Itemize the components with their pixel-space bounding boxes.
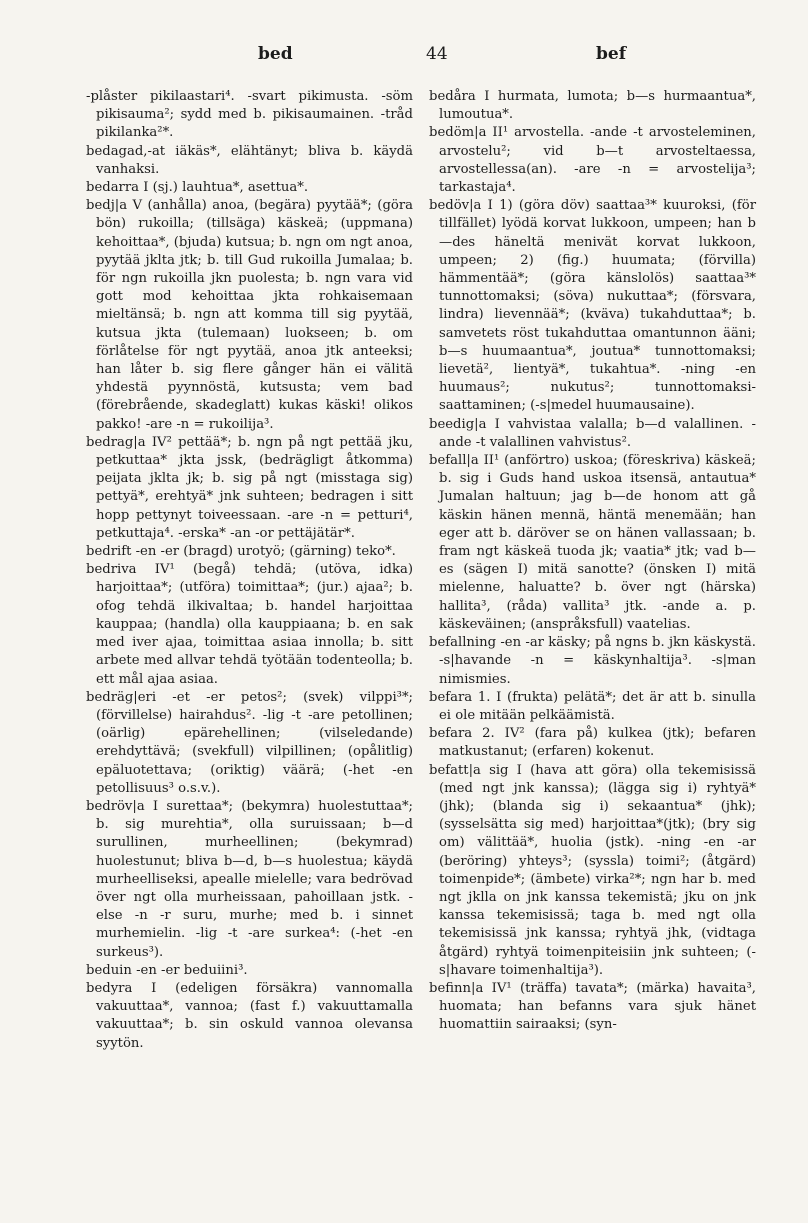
entry: befall|a II¹ (anförtro) uskoa; (föreskriva) käskeä; b. sig i Guds hand uskoa itsensä, antautua* Jumalan haltuun; jag b—de honom att gå käskin hänen mennä, häntä menemään; han eger att b. däröver se on hänen vallassaan; b. fram ngt käskeä tuoda jk; vaatia* jtk; vad b—es (sägen I) mitä sanotte? (önsken I) mitä mielenne, haluatte? b. över ngt (härska) hallita³, (råda) vallita³ jtk. -ande a. p. käskeväinen; (anspråksfull) vaatelias. bbox=[429, 453, 756, 632]
entry: -plåster pikilaastari⁴. -svart pikimusta. -söm pikisauma²; sydd med b. pikisaumainen. -tråd pikilanka²*. bbox=[86, 89, 413, 141]
entry: bedöv|a I 1) (göra döv) saattaa³* kuuroksi, (för tillfället) lyödä korvat lukkoon, umpeen; han b—des häneltä menivät korvat lukkoon, umpeen; 2) (fig.) huumata; (förvilla) hämmentää*; (göra känslolös) saattaa³* tunnottomaksi; (söva) nukuttaa*; (försvara, lindra) lievennää*; (kväva) tukahduttaa*; b. samvetets röst tukahduttaa omantunnon ääni; b—s huumaantua*, joutua* tunnottomaksi; lievetä², lientyä*, tukahtua*. -ning -en huumaus²; nukutus²; tunnottomaksi-saattaminen; (-s|medel huumausaine). bbox=[429, 198, 756, 414]
text-columns bbox=[86, 88, 768, 1053]
entry: befallning -en -ar käsky; på ngns b. jkn käskystä. -s|havande -n = käskynhaltija³. -s|man nimismies. bbox=[429, 635, 756, 687]
entry: beduin -en -er beduiini³. bbox=[86, 962, 248, 978]
entry: bedj|a V (anhålla) anoa, (begära) pyytää*; (göra bön) rukoilla; (tillsäga) käskeä; (uppmana) kehoittaa*, (bjuda) kutsua; b. ngn om ngt anoa, pyytää jklta jtk; b. till Gud rukoilla Jumalaa; b. för ngn rukoilla jkn puolesta; b. ngn vara vid gott mod kehoittaa jkta rohkaisemaan mieltänsä; b. ngn att komma till sig pyytää, kutsua jkta (tulemaan) luokseen; b. om förlåtelse för ngt pyytää, anoa jtk anteeksi; han låter b. sig flere gånger hän ei välitä yhdestä pyynnöstä, kutsusta; vem bad (förebrående, skadeglatt) kukas käski! olikos pakko! -are -n = rukoilija³. bbox=[86, 198, 413, 432]
entry: bedriva IV¹ (begå) tehdä; (utöva, idka) harjoittaa*; (utföra) toimittaa*; (jur.) ajaa²; b. ofog tehdä ilkivaltaa; b. handel harjoittaa kauppaa; (handla) olla kauppiaana; b. en sak med iver ajaa, toimittaa asiaa innolla; b. sitt arbete med allvar tehdä työtään todenteolla; b. ett mål ajaa asiaa. bbox=[86, 562, 413, 687]
entry: befara 2. IV² (fara på) kulkea (jtk); befaren matkustanut; (erfaren) kokenut. bbox=[429, 726, 756, 760]
entry: bedåra I hurmata, lumota; b—s hurmaantua*, lumoutua*. bbox=[429, 89, 756, 123]
entry: bedarra I (sj.) lauhtua*, asettua*. bbox=[86, 180, 309, 196]
entry: bedräg|eri -et -er petos²; (svek) vilppi³*; (förvillelse) hairahdus². -lig -t -are petollinen; (oärlig) epärehellinen; (vilseledande) erehdyttävä; (svekfull) vilpillinen; (opålitlig) epäluotettava; (oriktig) väärä; (-het -en petollisuus³ o.s.v.). bbox=[86, 689, 413, 796]
entry: bedagad,-at iäkäs*, elähtänyt; bliva b. käydä vanhaksi. bbox=[86, 143, 413, 177]
entry: bedrag|a IV² pettää*; b. ngn på ngt pettää jku, petkuttaa* jkta jssk, (bedrägligt åtkomma) peijata jklta jk; b. sig på ngt (misstaga sig) pettyä*, erehtyä* jnk suhteen; bedragen i sitt hopp pettynyt toiveessaan. -are -n = petturi⁴, petkuttaja⁴. -erska* -an -or pettäjätär*. bbox=[86, 434, 413, 541]
entry: befatt|a sig I (hava att göra) olla tekemisissä (med ngt jnk kanssa); (lägga sig i) ryhtyä* (jhk); (blanda sig i) sekaantua* (jhk); (sysselsätta sig med) harjoittaa*(jtk); (bry sig om) välittää*, huolia (jstk). -ning -en -ar (beröring) yhteys³; (syssla) toimi²; (åtgärd) toimenpide*; (ämbete) virka²*; ngn har b. med ngt jklla on jnk kanssa tekemistä; jku on jnk kanssa tekemisissä; taga b. med ngt olla tekemisissä jnk kanssa; ryhtyä jhk, (vidtaga åtgärd) ryhtyä toimenpiteisiin jnk suhteen; (-s|havare toimenhaltija³). bbox=[429, 762, 756, 978]
entry: bedröv|a I surettaa*; (bekymra) huolestuttaa*; b. sig murehtia*, olla suruissaan; b—d surullinen, murheellinen; (bekymrad) huolestunut; bliva b—d, b—s huolestua; käydä murheelliseksi, apealle mielelle; vara bedrövad över ngt olla murheissaan, pahoillaan jstk. -else -n -r suru, murhe; med b. i sinnet murhemielin. -lig -t -are surkea⁴: (-het -en surkeus³). bbox=[86, 798, 413, 960]
page-header bbox=[86, 36, 768, 76]
entry: bedöm|a II¹ arvostella. -ande -t arvosteleminen, arvostelu²; vid b—t arvosteltaessa, arvostellessa(an). -are -n = arvostelija³; tarkastaja⁴. bbox=[429, 125, 756, 196]
entry: befara 1. I (frukta) pelätä*; det är att b. sinulla ei ole mitään pelkäämistä. bbox=[429, 689, 756, 723]
header-right-guide-word: bef bbox=[596, 44, 627, 64]
entry: bedrift -en -er (bragd) urotyö; (gärning) teko*. bbox=[86, 544, 396, 560]
left-column bbox=[86, 88, 413, 1053]
right-column bbox=[429, 88, 756, 1053]
entry: befinn|a IV¹ (träffa) tavata*; (märka) havaita³, huomata; han befanns vara sjuk hänet huomattiin sairaaksi; (syn- bbox=[429, 980, 756, 1033]
header-left-guide-word: bed bbox=[258, 44, 293, 64]
page-number: 44 bbox=[426, 44, 448, 64]
entry: beedig|a I vahvistaa valalla; b—d valallinen. -ande -t valallinen vahvistus². bbox=[429, 416, 756, 450]
entry: bedyra I (edeligen försäkra) vannomalla vakuuttaa*, vannoa; (fast f.) vakuuttamalla vakuuttaa*; b. sin oskuld vannoa olevansa syytön. bbox=[86, 980, 413, 1051]
